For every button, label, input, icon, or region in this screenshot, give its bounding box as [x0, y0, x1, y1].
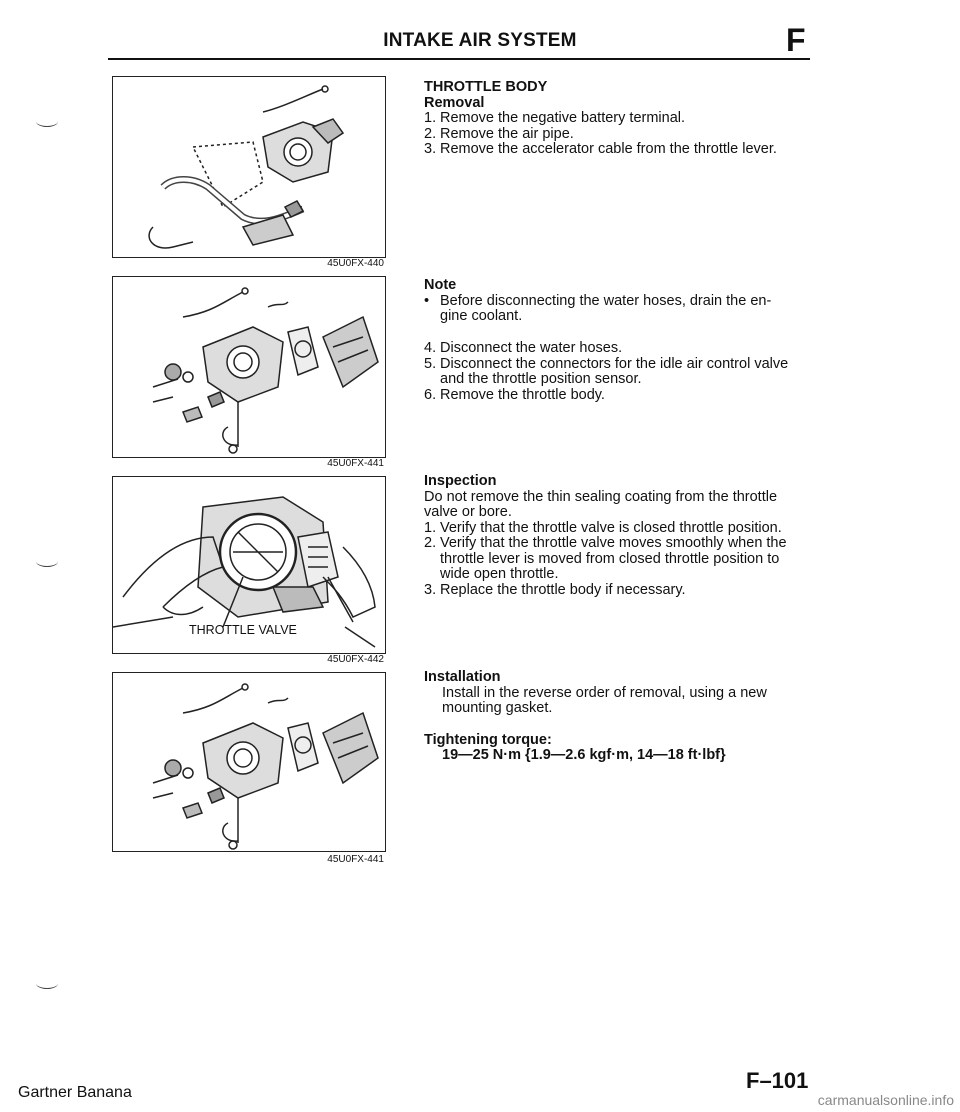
step-text: Remove the air pipe.	[440, 125, 574, 142]
list-item	[424, 111, 816, 127]
note-line: Before disconnecting the water hoses, drain the en-	[440, 292, 772, 309]
step-number: 3.	[424, 141, 437, 157]
removal-heading: Removal	[424, 94, 485, 111]
step-text: Remove the accelerator cable from the throttle lever.	[440, 141, 777, 157]
step-text-continued: and the throttle position sensor.	[440, 371, 642, 387]
removal-section	[424, 80, 816, 158]
step-number: 6.	[424, 386, 437, 403]
note-block	[424, 278, 816, 325]
figure-air-pipe	[112, 76, 386, 258]
binding-mark	[36, 116, 58, 127]
removal-steps-continued	[424, 341, 816, 403]
step-text: Disconnect the connectors for the idle air control valve	[440, 355, 789, 372]
step-number: 3.	[424, 581, 437, 598]
list-item	[424, 142, 816, 158]
step-text-continued: wide open throttle.	[440, 566, 559, 582]
footer-credit: Gartner Banana	[18, 1084, 132, 1101]
torque-label: Tightening torque:	[424, 731, 552, 748]
page-title: INTAKE AIR SYSTEM	[383, 30, 577, 51]
header-rule	[108, 58, 810, 60]
page-number: F–101	[746, 1068, 809, 1093]
binding-mark	[36, 978, 58, 989]
step-text: Remove the negative battery terminal.	[440, 110, 686, 126]
step-text: Remove the throttle body.	[440, 386, 605, 403]
step-text: Verify that the throttle valve moves smoothly when the	[440, 535, 787, 551]
step-number: 5.	[424, 355, 437, 372]
step-text: Replace the throttle body if necessary.	[440, 581, 686, 598]
step-number: 4.	[424, 340, 437, 356]
list-item	[424, 341, 816, 357]
figure-code: 45U0FX-441	[327, 458, 384, 469]
list-item	[424, 536, 816, 552]
binding-mark	[36, 556, 58, 567]
figure-throttle-body-removal	[112, 276, 386, 458]
inspection-intro: Do not remove the thin sealing coating from the throttle	[424, 488, 778, 505]
throttle-body-exploded-illustration	[113, 277, 385, 457]
note-line: gine coolant.	[440, 308, 523, 324]
figure-code: 45U0FX-442	[327, 654, 384, 665]
list-item	[424, 357, 816, 373]
section-letter: F	[786, 22, 806, 58]
installation-text-continued: mounting gasket.	[442, 700, 553, 716]
figure-throttle-valve-inspection	[112, 476, 386, 654]
step-number: 2.	[424, 535, 437, 551]
step-number: 1.	[424, 519, 437, 536]
step-text: Verify that the throttle valve is closed throttle position.	[440, 519, 782, 536]
note-bullet-item	[424, 294, 816, 310]
step-text: Disconnect the water hoses.	[440, 340, 623, 356]
figure-code: 45U0FX-440	[327, 258, 384, 269]
bullet: •	[424, 292, 430, 309]
inspection-intro-continued: valve or bore.	[424, 504, 512, 520]
step-text-continued: throttle lever is moved from closed throttle position to	[440, 550, 780, 567]
figure-throttle-body-installation	[112, 672, 386, 852]
air-pipe-illustration	[113, 77, 385, 257]
installation-text: Install in the reverse order of removal, using a new	[442, 684, 767, 701]
note-label: Note	[424, 277, 457, 293]
installation-heading: Installation	[424, 669, 501, 685]
list-item	[424, 127, 816, 143]
throttle-body-installation-illustration	[113, 673, 385, 851]
list-item	[424, 583, 816, 599]
installation-section	[424, 670, 816, 764]
list-item	[424, 388, 816, 404]
step-number: 2.	[424, 125, 437, 142]
inspection-section	[424, 474, 816, 598]
watermark: carmanualsonline.info	[817, 1092, 954, 1108]
step-number: 1.	[424, 110, 437, 126]
torque-value: 19—25 N·m {1.9—2.6 kgf·m, 14—18 ft·lbf}	[442, 747, 726, 763]
callout-throttle-valve: THROTTLE VALVE	[189, 623, 297, 637]
inspection-heading: Inspection	[424, 473, 497, 489]
figure-code: 45U0FX-441	[327, 854, 384, 865]
section-title: THROTTLE BODY	[424, 79, 548, 95]
list-item	[424, 521, 816, 537]
